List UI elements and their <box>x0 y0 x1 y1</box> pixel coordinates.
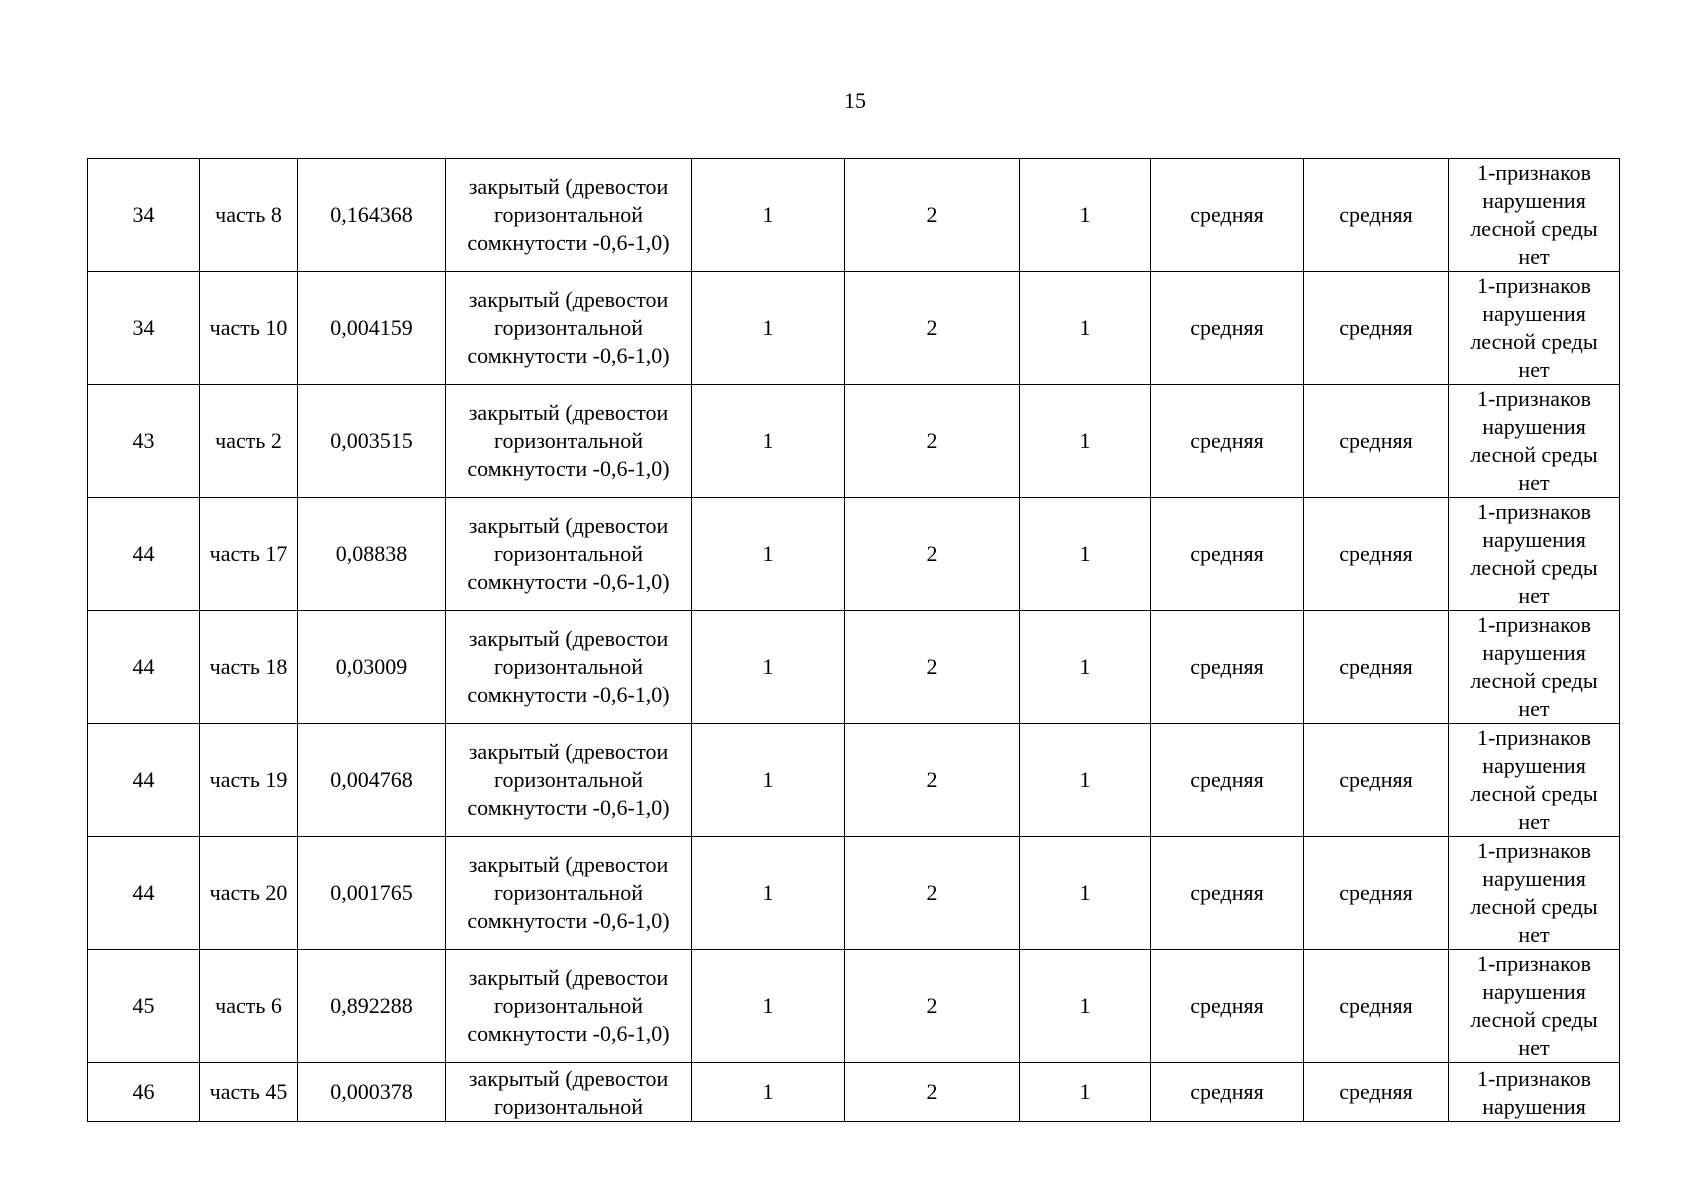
cell-col9: средняя <box>1304 159 1449 272</box>
cell-kvartal: 46 <box>88 1063 200 1122</box>
cell-col5: 1 <box>692 950 845 1063</box>
cell-landscape-type-line: закрытый (древостои <box>468 626 669 651</box>
cell-disturbance-note-line: лесной среды <box>1470 668 1598 693</box>
cell-col6: 2 <box>845 611 1020 724</box>
table-body <box>88 159 1620 1122</box>
cell-disturbance-note-line: нарушения <box>1482 866 1586 891</box>
cell-part: часть 19 <box>200 724 298 837</box>
cell-col7: 1 <box>1020 950 1151 1063</box>
cell-col7: 1 <box>1020 272 1151 385</box>
cell-landscape-type <box>446 385 692 498</box>
cell-landscape-type-line: горизонтальной <box>494 428 643 453</box>
cell-col5: 1 <box>692 159 845 272</box>
cell-col8: средняя <box>1151 498 1304 611</box>
cell-landscape-type-line: закрытый (древостои <box>468 174 669 199</box>
cell-col6: 2 <box>845 1063 1020 1122</box>
cell-disturbance-note <box>1449 385 1620 498</box>
cell-col5: 1 <box>692 385 845 498</box>
cell-area: 0,164368 <box>298 159 446 272</box>
cell-landscape-type-line: горизонтальной <box>494 315 643 340</box>
cell-area: 0,03009 <box>298 611 446 724</box>
cell-landscape-type-line: закрытый (древостои <box>468 1066 669 1091</box>
cell-landscape-type-line: горизонтальной <box>494 202 643 227</box>
cell-col7: 1 <box>1020 159 1151 272</box>
cell-disturbance-note-line: нарушения <box>1482 640 1586 665</box>
cell-area: 0,001765 <box>298 837 446 950</box>
cell-disturbance-note-line: нет <box>1518 1035 1550 1060</box>
table-row <box>88 950 1620 1063</box>
cell-disturbance-note-line: лесной среды <box>1470 555 1598 580</box>
cell-disturbance-note-line: 1-признаков <box>1476 1066 1592 1091</box>
cell-col6: 2 <box>845 385 1020 498</box>
cell-col6: 2 <box>845 272 1020 385</box>
cell-disturbance-note-line: лесной среды <box>1470 894 1598 919</box>
cell-col7: 1 <box>1020 1063 1151 1122</box>
cell-landscape-type <box>446 498 692 611</box>
cell-disturbance-note-line: нет <box>1518 470 1550 495</box>
cell-area: 0,892288 <box>298 950 446 1063</box>
cell-area: 0,003515 <box>298 385 446 498</box>
cell-col5: 1 <box>692 724 845 837</box>
cell-col8: средняя <box>1151 385 1304 498</box>
cell-disturbance-note-line: 1-признаков <box>1476 160 1592 185</box>
cell-landscape-type <box>446 724 692 837</box>
cell-col9: средняя <box>1304 272 1449 385</box>
cell-landscape-type-line: закрытый (древостои <box>468 400 669 425</box>
cell-col6: 2 <box>845 837 1020 950</box>
cell-landscape-type-line: горизонтальной <box>494 767 643 792</box>
cell-landscape-type <box>446 1063 692 1122</box>
cell-disturbance-note <box>1449 272 1620 385</box>
cell-disturbance-note-line: нет <box>1518 809 1550 834</box>
cell-landscape-type-line: горизонтальной <box>494 880 643 905</box>
cell-landscape-type-line: сомкнутости -0,6-1,0) <box>467 569 670 594</box>
cell-col8: средняя <box>1151 611 1304 724</box>
cell-part: часть 20 <box>200 837 298 950</box>
page-number: 15 <box>844 88 866 113</box>
cell-kvartal: 34 <box>88 272 200 385</box>
cell-landscape-type-line: горизонтальной <box>494 1094 643 1119</box>
cell-landscape-type-line: закрытый (древостои <box>468 513 669 538</box>
cell-col9: средняя <box>1304 385 1449 498</box>
cell-disturbance-note <box>1449 498 1620 611</box>
cell-disturbance-note-line: 1-признаков <box>1476 838 1592 863</box>
cell-kvartal: 44 <box>88 837 200 950</box>
cell-col6: 2 <box>845 724 1020 837</box>
cell-col8: средняя <box>1151 950 1304 1063</box>
cell-col5: 1 <box>692 1063 845 1122</box>
cell-landscape-type-line: сомкнутости -0,6-1,0) <box>467 1021 670 1046</box>
cell-col9: средняя <box>1304 498 1449 611</box>
table-row <box>88 159 1620 272</box>
cell-disturbance-note-line: лесной среды <box>1470 216 1598 241</box>
cell-landscape-type-line: сомкнутости -0,6-1,0) <box>467 343 670 368</box>
cell-landscape-type-line: сомкнутости -0,6-1,0) <box>467 795 670 820</box>
cell-disturbance-note <box>1449 950 1620 1063</box>
cell-disturbance-note-line: нарушения <box>1482 301 1586 326</box>
cell-disturbance-note-line: нарушения <box>1482 979 1586 1004</box>
cell-disturbance-note-line: 1-признаков <box>1476 612 1592 637</box>
cell-col5: 1 <box>692 837 845 950</box>
cell-kvartal: 45 <box>88 950 200 1063</box>
cell-kvartal: 43 <box>88 385 200 498</box>
cell-part: часть 6 <box>200 950 298 1063</box>
cell-disturbance-note-line: нарушения <box>1482 188 1586 213</box>
cell-disturbance-note-line: нет <box>1518 244 1550 269</box>
cell-col8: средняя <box>1151 837 1304 950</box>
cell-landscape-type-line: закрытый (древостои <box>468 287 669 312</box>
cell-col7: 1 <box>1020 724 1151 837</box>
cell-landscape-type-line: закрытый (древостои <box>468 965 669 990</box>
cell-disturbance-note-line: нет <box>1518 583 1550 608</box>
cell-disturbance-note-line: лесной среды <box>1470 442 1598 467</box>
cell-disturbance-note-line: нарушения <box>1482 527 1586 552</box>
forest-assessment-table <box>87 158 1620 1122</box>
cell-col9: средняя <box>1304 837 1449 950</box>
cell-landscape-type-line: сомкнутости -0,6-1,0) <box>467 682 670 707</box>
cell-col8: средняя <box>1151 159 1304 272</box>
cell-disturbance-note-line: нет <box>1518 357 1550 382</box>
cell-landscape-type-line: сомкнутости -0,6-1,0) <box>467 456 670 481</box>
cell-landscape-type <box>446 837 692 950</box>
cell-area: 0,08838 <box>298 498 446 611</box>
cell-disturbance-note <box>1449 837 1620 950</box>
cell-disturbance-note-line: 1-признаков <box>1476 273 1592 298</box>
cell-kvartal: 44 <box>88 724 200 837</box>
cell-col7: 1 <box>1020 837 1151 950</box>
table-row <box>88 611 1620 724</box>
cell-col8: средняя <box>1151 1063 1304 1122</box>
cell-col6: 2 <box>845 950 1020 1063</box>
cell-col9: средняя <box>1304 724 1449 837</box>
cell-col9: средняя <box>1304 1063 1449 1122</box>
cell-disturbance-note-line: нарушения <box>1482 1094 1586 1119</box>
cell-disturbance-note-line: нарушения <box>1482 753 1586 778</box>
cell-area: 0,004768 <box>298 724 446 837</box>
cell-col8: средняя <box>1151 724 1304 837</box>
cell-kvartal: 34 <box>88 159 200 272</box>
cell-part: часть 8 <box>200 159 298 272</box>
cell-disturbance-note-line: нет <box>1518 696 1550 721</box>
cell-part: часть 45 <box>200 1063 298 1122</box>
table-row <box>88 837 1620 950</box>
cell-part: часть 10 <box>200 272 298 385</box>
cell-col9: средняя <box>1304 611 1449 724</box>
cell-col7: 1 <box>1020 611 1151 724</box>
table-row <box>88 724 1620 837</box>
cell-kvartal: 44 <box>88 498 200 611</box>
cell-landscape-type <box>446 950 692 1063</box>
cell-col7: 1 <box>1020 498 1151 611</box>
cell-landscape-type-line: закрытый (древостои <box>468 739 669 764</box>
cell-landscape-type <box>446 159 692 272</box>
cell-col6: 2 <box>845 498 1020 611</box>
cell-area: 0,000378 <box>298 1063 446 1122</box>
cell-col5: 1 <box>692 498 845 611</box>
cell-disturbance-note-line: 1-признаков <box>1476 725 1592 750</box>
cell-landscape-type-line: горизонтальной <box>494 993 643 1018</box>
cell-landscape-type-line: горизонтальной <box>494 654 643 679</box>
cell-disturbance-note-line: лесной среды <box>1470 781 1598 806</box>
cell-kvartal: 44 <box>88 611 200 724</box>
cell-disturbance-note-line: лесной среды <box>1470 1007 1598 1032</box>
table-row <box>88 1063 1620 1122</box>
table-row <box>88 272 1620 385</box>
cell-disturbance-note-line: 1-признаков <box>1476 386 1592 411</box>
table-row <box>88 498 1620 611</box>
cell-disturbance-note <box>1449 724 1620 837</box>
cell-col8: средняя <box>1151 272 1304 385</box>
cell-col7: 1 <box>1020 385 1151 498</box>
cell-landscape-type <box>446 272 692 385</box>
cell-landscape-type-line: горизонтальной <box>494 541 643 566</box>
cell-landscape-type-line: закрытый (древостои <box>468 852 669 877</box>
cell-col5: 1 <box>692 611 845 724</box>
cell-disturbance-note-line: 1-признаков <box>1476 951 1592 976</box>
cell-disturbance-note <box>1449 159 1620 272</box>
cell-disturbance-note-line: лесной среды <box>1470 329 1598 354</box>
cell-landscape-type-line: сомкнутости -0,6-1,0) <box>467 230 670 255</box>
table-row <box>88 385 1620 498</box>
cell-disturbance-note-line: 1-признаков <box>1476 499 1592 524</box>
cell-col9: средняя <box>1304 950 1449 1063</box>
cell-col6: 2 <box>845 159 1020 272</box>
cell-part: часть 18 <box>200 611 298 724</box>
cell-part: часть 2 <box>200 385 298 498</box>
cell-area: 0,004159 <box>298 272 446 385</box>
cell-disturbance-note-line: нарушения <box>1482 414 1586 439</box>
cell-disturbance-note <box>1449 611 1620 724</box>
cell-col5: 1 <box>692 272 845 385</box>
cell-landscape-type-line: сомкнутости -0,6-1,0) <box>467 908 670 933</box>
cell-disturbance-note-line: нет <box>1518 922 1550 947</box>
cell-landscape-type <box>446 611 692 724</box>
cell-part: часть 17 <box>200 498 298 611</box>
cell-disturbance-note <box>1449 1063 1620 1122</box>
